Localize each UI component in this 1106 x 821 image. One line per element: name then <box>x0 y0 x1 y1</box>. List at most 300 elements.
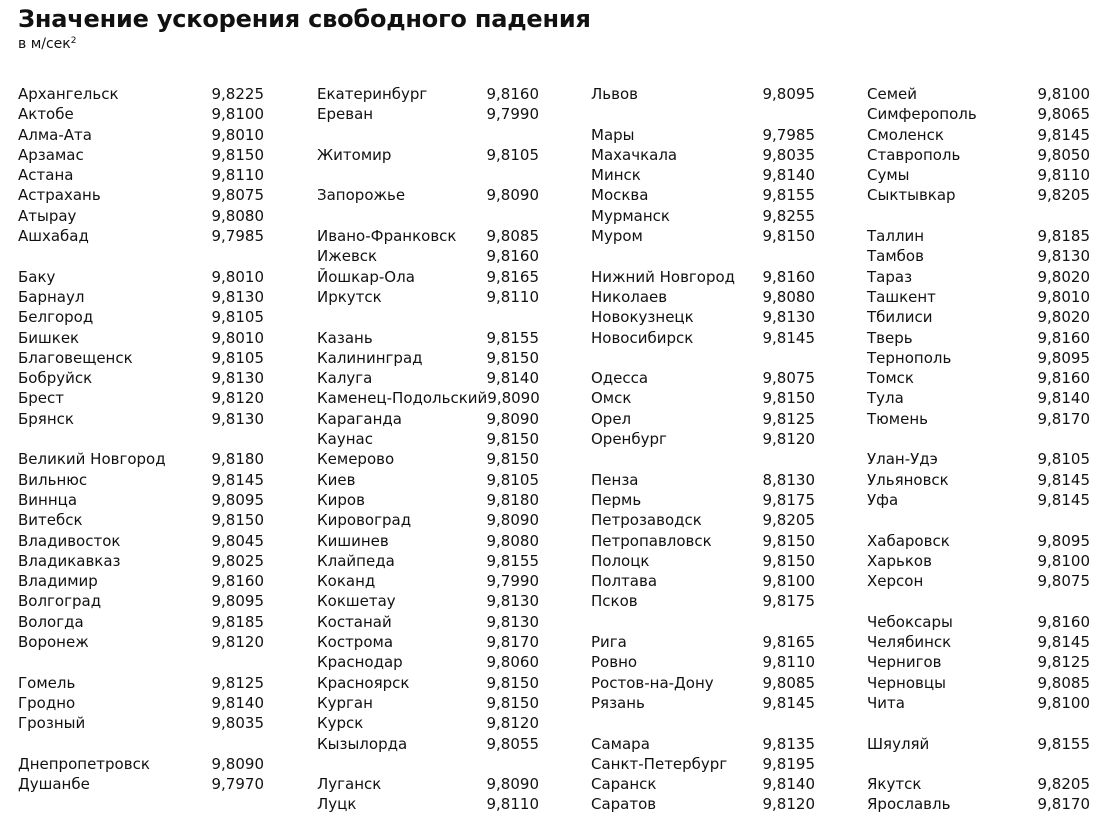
gravity-value: 9,8145 <box>1037 125 1090 144</box>
city-name: Орел <box>591 409 632 428</box>
city-name: Чита <box>867 693 905 712</box>
gravity-value: 9,8130 <box>762 308 815 327</box>
gravity-value: 9,8130 <box>486 592 539 611</box>
gravity-value: 9,8170 <box>1037 795 1090 814</box>
gravity-value: 9,8090 <box>211 754 264 773</box>
table-row <box>317 246 539 266</box>
gravity-value: 9,8165 <box>762 633 815 652</box>
row-spacer <box>18 429 264 449</box>
table-row <box>591 571 815 591</box>
city-name: Семей <box>867 85 917 103</box>
gravity-value: 9,8110 <box>211 166 264 185</box>
table-row <box>591 307 815 327</box>
gravity-value: 9,8205 <box>1037 775 1090 794</box>
gravity-value: 9,8150 <box>211 145 264 164</box>
gravity-value: 9,8090 <box>487 389 540 408</box>
row-spacer <box>317 125 539 145</box>
city-name: Кокшетау <box>317 592 396 611</box>
gravity-value: 9,8120 <box>762 795 815 814</box>
table-row <box>591 591 815 611</box>
city-name: Кызылорда <box>317 734 408 753</box>
city-name: Тула <box>867 389 904 408</box>
gravity-value: 9,8010 <box>1037 287 1090 306</box>
row-spacer <box>317 206 539 226</box>
table-row <box>317 490 539 510</box>
gravity-value: 9,8150 <box>762 227 815 246</box>
table-row <box>18 267 264 287</box>
table-row <box>591 165 815 185</box>
table-row <box>591 368 815 388</box>
gravity-value: 9,7985 <box>211 227 264 246</box>
gravity-value: 9,8155 <box>486 328 539 347</box>
gravity-value: 9,8080 <box>762 287 815 306</box>
gravity-value: 9,8195 <box>762 754 815 773</box>
gravity-value: 9,8175 <box>762 592 815 611</box>
gravity-value: 9,8010 <box>211 328 264 347</box>
gravity-value: 9,8150 <box>762 551 815 570</box>
table-row <box>591 754 815 774</box>
table-row <box>867 551 1090 571</box>
row-spacer <box>317 165 539 185</box>
gravity-value: 9,8075 <box>762 369 815 388</box>
table-row <box>18 713 264 733</box>
city-name: Мары <box>591 125 635 144</box>
table-row <box>18 693 264 713</box>
city-name: Новосибирск <box>591 328 694 347</box>
gravity-value: 9,8160 <box>486 247 539 266</box>
city-name: Казань <box>317 328 373 347</box>
table-row <box>867 632 1090 652</box>
table-row <box>867 409 1090 429</box>
city-name: Кишинев <box>317 531 389 550</box>
gravity-value: 9,8100 <box>211 105 264 124</box>
table-row <box>867 388 1090 408</box>
row-spacer <box>317 754 539 774</box>
table-row <box>317 470 539 490</box>
gravity-value: 9,8205 <box>762 511 815 530</box>
table-row <box>317 510 539 530</box>
city-name: Ярославль <box>867 795 951 814</box>
table-row <box>867 652 1090 672</box>
row-spacer <box>867 713 1090 733</box>
table-row <box>867 125 1090 145</box>
gravity-value: 9,8160 <box>762 267 815 286</box>
gravity-value: 9,8120 <box>211 633 264 652</box>
city-name: Тернополь <box>867 348 952 367</box>
table-row <box>317 673 539 693</box>
row-spacer <box>867 429 1090 449</box>
gravity-value: 9,8255 <box>762 206 815 225</box>
table-row <box>317 734 539 754</box>
table-row <box>317 531 539 551</box>
city-name: Гродно <box>18 693 76 712</box>
units-exponent: 2 <box>70 36 77 46</box>
city-name: Вологда <box>18 612 84 631</box>
city-name: Вильнюс <box>18 470 88 489</box>
gravity-value: 9,8175 <box>762 490 815 509</box>
city-name: Петропавловск <box>591 531 712 550</box>
city-name: Чебоксары <box>867 612 953 631</box>
gravity-value: 9,8145 <box>1037 633 1090 652</box>
city-name: Белгород <box>18 308 94 327</box>
city-name: Брест <box>18 389 65 408</box>
city-name: Якутск <box>867 775 922 794</box>
city-name: Житомир <box>317 145 392 164</box>
city-name: Красноярск <box>317 673 410 692</box>
city-name: Ивано-Франковск <box>317 227 457 246</box>
city-name: Екатеринбург <box>317 85 428 103</box>
table-row <box>591 551 815 571</box>
table-row <box>317 145 539 165</box>
gravity-value: 9,7970 <box>211 775 264 794</box>
table-row <box>591 774 815 794</box>
table-row <box>867 612 1090 632</box>
gravity-value: 9,8035 <box>211 714 264 733</box>
gravity-value: 9,8130 <box>211 369 264 388</box>
gravity-value: 9,8090 <box>486 775 539 794</box>
city-name: Запорожье <box>317 186 406 205</box>
gravity-value: 9,8125 <box>1037 653 1090 672</box>
gravity-value: 9,8185 <box>1037 227 1090 246</box>
city-name: Костанай <box>317 612 392 631</box>
gravity-value: 9,8140 <box>762 166 815 185</box>
city-name: Иркутск <box>317 287 382 306</box>
table-row <box>591 794 815 814</box>
city-name: Киев <box>317 470 356 489</box>
table-row <box>18 754 264 774</box>
city-name: Сыктывкар <box>867 186 956 205</box>
city-name: Полоцк <box>591 551 650 570</box>
table-row <box>18 490 264 510</box>
gravity-value: 9,8075 <box>211 186 264 205</box>
table-row <box>317 693 539 713</box>
city-name: Уфа <box>867 490 899 509</box>
city-name: Львов <box>591 85 638 103</box>
city-name: Самара <box>591 734 650 753</box>
gravity-value: 9,7990 <box>486 572 539 591</box>
gravity-value: 9,8225 <box>211 85 264 103</box>
gravity-value: 9,8145 <box>1037 470 1090 489</box>
city-name: Херсон <box>867 572 924 591</box>
city-name: Виннца <box>18 490 78 509</box>
city-column-3 <box>591 84 815 815</box>
city-name: Петрозаводск <box>591 511 702 530</box>
table-row <box>867 774 1090 794</box>
gravity-value: 9,8180 <box>211 450 264 469</box>
city-name: Чернигов <box>867 653 942 672</box>
row-spacer <box>591 348 815 368</box>
city-name: Калининград <box>317 348 423 367</box>
table-row <box>18 388 264 408</box>
row-spacer <box>867 206 1090 226</box>
units-subtitle <box>18 35 76 53</box>
gravity-value: 9,8140 <box>211 693 264 712</box>
table-row <box>18 348 264 368</box>
gravity-value: 9,8095 <box>211 490 264 509</box>
city-name: Курган <box>317 693 373 712</box>
gravity-value: 9,8065 <box>1037 105 1090 124</box>
gravity-value: 9,8145 <box>1037 490 1090 509</box>
table-row <box>18 571 264 591</box>
table-row <box>867 531 1090 551</box>
table-row <box>591 185 815 205</box>
gravity-value: 9,8130 <box>211 409 264 428</box>
gravity-value: 9,8150 <box>486 450 539 469</box>
city-name: Ташкент <box>867 287 936 306</box>
gravity-value: 9,8120 <box>211 389 264 408</box>
gravity-value: 9,8150 <box>486 348 539 367</box>
city-name: Тверь <box>867 328 913 347</box>
gravity-value: 9,8020 <box>1037 308 1090 327</box>
gravity-value: 9,8135 <box>762 734 815 753</box>
table-row <box>18 531 264 551</box>
table-row <box>18 632 264 652</box>
table-row <box>867 328 1090 348</box>
row-spacer <box>867 510 1090 530</box>
table-row <box>18 591 264 611</box>
table-row <box>317 368 539 388</box>
table-row <box>867 287 1090 307</box>
city-name: Смоленск <box>867 125 944 144</box>
table-row <box>18 287 264 307</box>
row-spacer <box>18 246 264 266</box>
gravity-value: 9,8150 <box>486 430 539 449</box>
city-name: Сумы <box>867 166 910 185</box>
table-row <box>18 84 264 104</box>
table-row <box>591 206 815 226</box>
city-name: Йошкар-Ола <box>317 267 415 286</box>
table-row <box>18 226 264 246</box>
table-row <box>867 104 1090 124</box>
city-name: Харьков <box>867 551 932 570</box>
city-name: Рига <box>591 633 627 652</box>
city-column-1 <box>18 84 264 794</box>
gravity-value: 9,8110 <box>486 287 539 306</box>
city-name: Баку <box>18 267 56 286</box>
gravity-value: 9,8010 <box>211 267 264 286</box>
row-spacer <box>591 713 815 733</box>
city-name: Бишкек <box>18 328 80 347</box>
page-title: Значение ускорения свободного падения <box>18 5 591 33</box>
gravity-value: 9,8105 <box>211 348 264 367</box>
city-name: Тараз <box>867 267 913 286</box>
row-spacer <box>317 307 539 327</box>
table-row <box>317 713 539 733</box>
city-name: Одесса <box>591 369 649 388</box>
city-name: Ереван <box>317 105 374 124</box>
city-name: Каменец-Подольский <box>317 389 488 408</box>
city-name: Клайпеда <box>317 551 395 570</box>
row-spacer <box>591 246 815 266</box>
table-row <box>18 409 264 429</box>
table-row <box>591 673 815 693</box>
gravity-value: 9,8140 <box>1037 389 1090 408</box>
table-row <box>18 328 264 348</box>
gravity-value: 9,8170 <box>1037 409 1090 428</box>
table-row <box>867 307 1090 327</box>
city-name: Пенза <box>591 470 639 489</box>
gravity-value: 9,8105 <box>486 470 539 489</box>
gravity-value: 9,8010 <box>211 125 264 144</box>
table-row <box>591 490 815 510</box>
gravity-value: 9,8085 <box>762 673 815 692</box>
gravity-value: 9,8110 <box>762 653 815 672</box>
city-name: Бобруйск <box>18 369 93 388</box>
row-spacer <box>18 734 264 754</box>
table-row <box>317 612 539 632</box>
table-row <box>591 693 815 713</box>
city-name: Мурманск <box>591 206 670 225</box>
city-name: Ульяновск <box>867 470 949 489</box>
city-name: Киров <box>317 490 365 509</box>
table-row <box>867 449 1090 469</box>
table-row <box>591 470 815 490</box>
table-row <box>867 267 1090 287</box>
gravity-value: 9,8185 <box>211 612 264 631</box>
city-name: Арзамас <box>18 145 84 164</box>
gravity-value: 9,8145 <box>762 693 815 712</box>
table-row <box>18 145 264 165</box>
gravity-value: 9,8110 <box>486 795 539 814</box>
table-row <box>867 348 1090 368</box>
table-row <box>18 551 264 571</box>
city-column-2 <box>317 84 539 815</box>
city-name: Саратов <box>591 795 657 814</box>
city-name: Минск <box>591 166 641 185</box>
city-name: Шяуляй <box>867 734 930 753</box>
city-name: Нижний Новгород <box>591 267 736 286</box>
city-name: Пермь <box>591 490 642 509</box>
table-row <box>591 287 815 307</box>
table-row <box>317 104 539 124</box>
table-row <box>317 226 539 246</box>
city-name: Тамбов <box>867 247 924 266</box>
city-name: Николаев <box>591 287 668 306</box>
city-name: Калуга <box>317 369 373 388</box>
gravity-value: 9,8150 <box>486 693 539 712</box>
city-name: Санкт-Петербург <box>591 754 728 773</box>
table-row <box>18 612 264 632</box>
gravity-value: 9,8160 <box>1037 612 1090 631</box>
table-row <box>591 531 815 551</box>
gravity-value: 9,8045 <box>211 531 264 550</box>
table-row <box>867 734 1090 754</box>
gravity-value: 9,8155 <box>486 551 539 570</box>
gravity-value: 9,8020 <box>1037 267 1090 286</box>
gravity-value: 9,7990 <box>486 105 539 124</box>
table-row <box>317 591 539 611</box>
gravity-value: 9,8170 <box>486 633 539 652</box>
row-spacer <box>591 449 815 469</box>
table-row <box>317 267 539 287</box>
city-name: Днепропетровск <box>18 754 150 773</box>
table-row <box>867 673 1090 693</box>
table-row <box>18 368 264 388</box>
city-name: Новокузнецк <box>591 308 694 327</box>
gravity-value: 9,8205 <box>1037 186 1090 205</box>
city-name: Тбилиси <box>867 308 933 327</box>
gravity-value: 9,8145 <box>762 328 815 347</box>
table-row <box>18 673 264 693</box>
gravity-value: 9,8090 <box>486 186 539 205</box>
gravity-value: 9,8120 <box>762 430 815 449</box>
table-row <box>591 388 815 408</box>
city-name: Луцк <box>317 795 357 814</box>
city-name: Гомель <box>18 673 76 692</box>
city-name: Луганск <box>317 775 382 794</box>
gravity-value: 9,8085 <box>486 227 539 246</box>
gravity-value: 9,8160 <box>1037 369 1090 388</box>
gravity-value: 9,8050 <box>1037 145 1090 164</box>
city-name: Астрахань <box>18 186 101 205</box>
city-name: Курск <box>317 714 364 733</box>
gravity-value: 9,8155 <box>1037 734 1090 753</box>
city-name: Хабаровск <box>867 531 950 550</box>
gravity-value: 9,8160 <box>486 85 539 103</box>
gravity-value: 9,8140 <box>486 369 539 388</box>
gravity-value: 9,8150 <box>486 673 539 692</box>
table-row <box>18 165 264 185</box>
gravity-value: 9,8095 <box>211 592 264 611</box>
city-name: Тюмень <box>867 409 928 428</box>
gravity-value: 9,8150 <box>211 511 264 530</box>
table-row <box>18 449 264 469</box>
table-row <box>317 774 539 794</box>
gravity-value: 9,8080 <box>486 531 539 550</box>
gravity-value: 9,8095 <box>1037 348 1090 367</box>
table-row <box>317 348 539 368</box>
city-name: Владимир <box>18 572 98 591</box>
city-name: Караганда <box>317 409 402 428</box>
row-spacer <box>591 612 815 632</box>
gravity-value: 8,8130 <box>762 470 815 489</box>
city-name: Благовещенск <box>18 348 133 367</box>
gravity-value: 9,8150 <box>762 531 815 550</box>
gravity-value: 9,8090 <box>486 511 539 530</box>
city-name: Улан-Удэ <box>867 450 938 469</box>
table-row <box>591 267 815 287</box>
city-name: Оренбург <box>591 430 667 449</box>
gravity-value: 9,8035 <box>762 145 815 164</box>
gravity-value: 9,8150 <box>762 389 815 408</box>
city-name: Атырау <box>18 206 77 225</box>
table-row <box>591 328 815 348</box>
gravity-value: 9,8095 <box>1037 531 1090 550</box>
table-row <box>317 794 539 814</box>
city-name: Ставрополь <box>867 145 961 164</box>
city-name: Владивосток <box>18 531 121 550</box>
gravity-value: 9,7985 <box>762 125 815 144</box>
city-name: Томск <box>867 369 914 388</box>
gravity-value: 9,8075 <box>1037 572 1090 591</box>
gravity-value: 9,8090 <box>486 409 539 428</box>
city-name: Псков <box>591 592 638 611</box>
city-name: Каунас <box>317 430 373 449</box>
city-name: Коканд <box>317 572 376 591</box>
city-name: Симферополь <box>867 105 977 124</box>
table-row <box>317 185 539 205</box>
table-row <box>867 571 1090 591</box>
table-row <box>317 652 539 672</box>
table-row <box>317 328 539 348</box>
gravity-value: 9,8100 <box>1037 551 1090 570</box>
table-row <box>317 409 539 429</box>
city-name: Омск <box>591 389 632 408</box>
gravity-value: 9,8160 <box>1037 328 1090 347</box>
table-row <box>18 470 264 490</box>
city-name: Ижевск <box>317 247 378 266</box>
city-name: Кемерово <box>317 450 395 469</box>
